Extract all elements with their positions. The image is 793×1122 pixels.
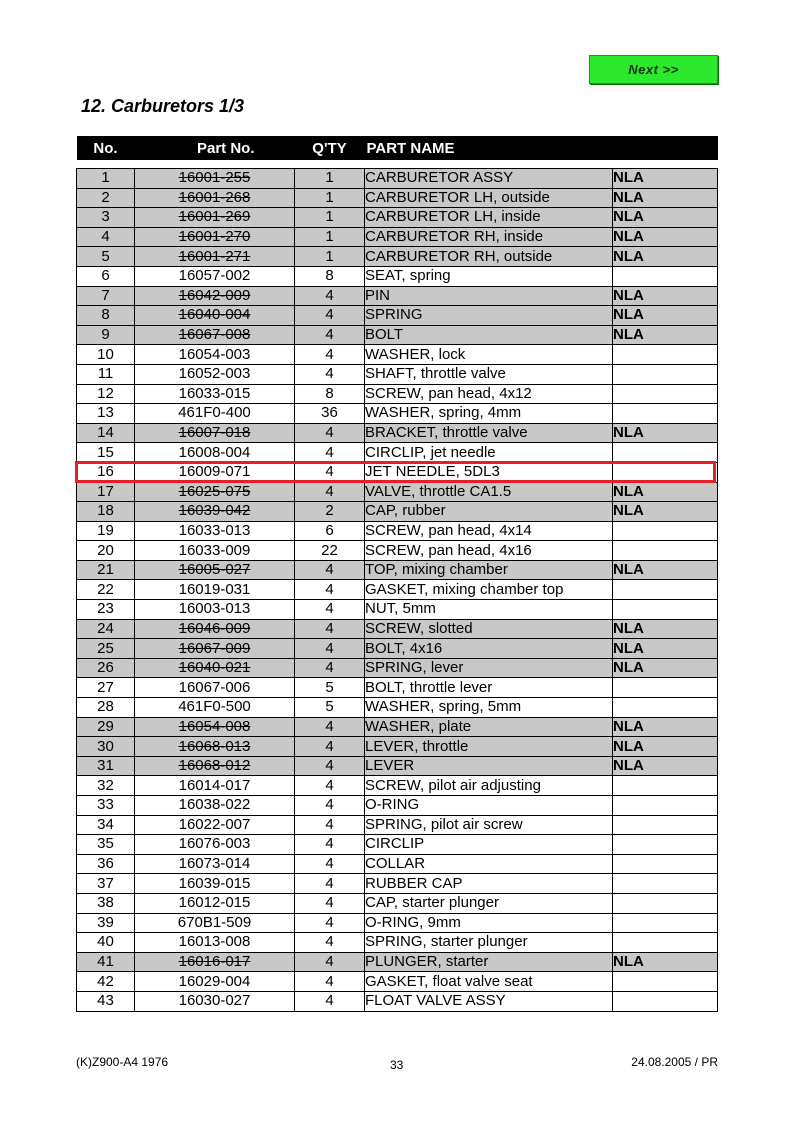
table-row	[77, 247, 718, 267]
table-row	[77, 600, 718, 620]
row-status: NLA	[613, 423, 718, 443]
table-row	[77, 521, 718, 541]
table-row	[77, 933, 718, 953]
row-status: NLA	[613, 639, 718, 659]
row-part-name: GASKET, float valve seat	[365, 972, 613, 992]
row-status	[613, 913, 718, 933]
row-part-name: CAP, rubber	[365, 502, 613, 522]
header-qty: Q'TY	[295, 136, 365, 160]
row-part-no: 16001-269	[135, 208, 295, 228]
row-qty: 4	[295, 991, 365, 1011]
row-part-no: 16008-004	[135, 443, 295, 463]
row-qty: 1	[295, 208, 365, 228]
row-part-name: SPRING	[365, 306, 613, 326]
row-no: 35	[77, 835, 135, 855]
row-status	[613, 404, 718, 424]
row-status	[613, 384, 718, 404]
row-no: 16	[77, 462, 135, 482]
row-status	[613, 678, 718, 698]
row-qty: 4	[295, 874, 365, 894]
page-title: 12. Carburetors 1/3	[81, 96, 245, 116]
row-qty: 4	[295, 560, 365, 580]
row-status: NLA	[613, 325, 718, 345]
row-qty: 4	[295, 580, 365, 600]
row-no: 15	[77, 443, 135, 463]
row-qty: 4	[295, 482, 365, 502]
table-row	[77, 796, 718, 816]
row-status: NLA	[613, 306, 718, 326]
table-row	[77, 306, 718, 326]
row-status	[613, 796, 718, 816]
row-qty: 1	[295, 227, 365, 247]
row-qty: 22	[295, 541, 365, 561]
row-part-no: 16054-003	[135, 345, 295, 365]
row-status	[613, 345, 718, 365]
row-part-no: 16067-009	[135, 639, 295, 659]
row-part-name: SCREW, pilot air adjusting	[365, 776, 613, 796]
row-no: 22	[77, 580, 135, 600]
row-qty: 4	[295, 443, 365, 463]
row-part-no: 16030-027	[135, 991, 295, 1011]
row-qty: 4	[295, 639, 365, 659]
row-no: 31	[77, 756, 135, 776]
row-no: 42	[77, 972, 135, 992]
row-part-no: 16016-017	[135, 952, 295, 972]
row-part-name: WASHER, plate	[365, 717, 613, 737]
row-part-name: WASHER, spring, 5mm	[365, 698, 613, 718]
header-part-name: PART NAME	[365, 136, 718, 160]
row-part-name: SCREW, pan head, 4x14	[365, 521, 613, 541]
row-part-no: 670B1-509	[135, 913, 295, 933]
table-row	[77, 952, 718, 972]
row-no: 41	[77, 952, 135, 972]
row-status	[613, 835, 718, 855]
row-qty: 1	[295, 188, 365, 208]
row-part-no: 16046-009	[135, 619, 295, 639]
row-part-name: CAP, starter plunger	[365, 893, 613, 913]
row-qty: 4	[295, 776, 365, 796]
row-part-no: 16019-031	[135, 580, 295, 600]
row-qty: 4	[295, 286, 365, 306]
row-no: 8	[77, 306, 135, 326]
row-part-no: 16033-013	[135, 521, 295, 541]
row-qty: 4	[295, 423, 365, 443]
row-part-no: 16012-015	[135, 893, 295, 913]
row-part-no: 16025-075	[135, 482, 295, 502]
row-status: NLA	[613, 737, 718, 757]
row-part-name: NUT, 5mm	[365, 600, 613, 620]
row-no: 23	[77, 600, 135, 620]
row-qty: 4	[295, 913, 365, 933]
row-part-name: BOLT, 4x16	[365, 639, 613, 659]
row-part-name: SCREW, pan head, 4x16	[365, 541, 613, 561]
row-status: NLA	[613, 658, 718, 678]
row-no: 39	[77, 913, 135, 933]
table-row	[77, 325, 718, 345]
row-part-name: SPRING, starter plunger	[365, 933, 613, 953]
row-part-name: BRACKET, throttle valve	[365, 423, 613, 443]
table-row	[77, 541, 718, 561]
row-status	[613, 580, 718, 600]
row-part-name: CARBURETOR RH, outside	[365, 247, 613, 267]
row-no: 26	[77, 658, 135, 678]
table-row	[77, 776, 718, 796]
row-part-no: 16040-004	[135, 306, 295, 326]
row-part-name: CARBURETOR LH, outside	[365, 188, 613, 208]
table-row	[77, 208, 718, 228]
table-row	[77, 364, 718, 384]
row-no: 37	[77, 874, 135, 894]
row-qty: 6	[295, 521, 365, 541]
row-status	[613, 874, 718, 894]
table-row	[77, 737, 718, 757]
row-no: 1	[77, 169, 135, 189]
row-part-name: JET NEEDLE, 5DL3	[365, 462, 613, 482]
row-part-name: SPRING, pilot air screw	[365, 815, 613, 835]
table-row	[77, 266, 718, 286]
row-part-no: 16038-022	[135, 796, 295, 816]
row-qty: 36	[295, 404, 365, 424]
row-no: 30	[77, 737, 135, 757]
row-status: NLA	[613, 560, 718, 580]
row-status: NLA	[613, 227, 718, 247]
row-no: 32	[77, 776, 135, 796]
row-part-name: BOLT	[365, 325, 613, 345]
row-part-name: SPRING, lever	[365, 658, 613, 678]
row-part-no: 16003-013	[135, 600, 295, 620]
table-row	[77, 678, 718, 698]
row-no: 24	[77, 619, 135, 639]
row-qty: 4	[295, 600, 365, 620]
row-qty: 5	[295, 678, 365, 698]
row-status: NLA	[613, 188, 718, 208]
row-qty: 4	[295, 306, 365, 326]
row-part-name: CARBURETOR RH, inside	[365, 227, 613, 247]
row-no: 18	[77, 502, 135, 522]
row-part-no: 16039-015	[135, 874, 295, 894]
row-qty: 4	[295, 364, 365, 384]
row-part-no: 16067-008	[135, 325, 295, 345]
row-no: 14	[77, 423, 135, 443]
row-no: 19	[77, 521, 135, 541]
row-part-name: WASHER, lock	[365, 345, 613, 365]
row-no: 38	[77, 893, 135, 913]
row-part-name: O-RING	[365, 796, 613, 816]
row-status: NLA	[613, 619, 718, 639]
table-row	[77, 169, 718, 189]
row-status	[613, 815, 718, 835]
row-part-no: 16068-013	[135, 737, 295, 757]
row-part-no: 16054-008	[135, 717, 295, 737]
row-qty: 4	[295, 815, 365, 835]
row-qty: 5	[295, 698, 365, 718]
row-status	[613, 521, 718, 541]
row-qty: 4	[295, 658, 365, 678]
row-part-name: LEVER, throttle	[365, 737, 613, 757]
row-qty: 2	[295, 502, 365, 522]
row-no: 9	[77, 325, 135, 345]
table-row	[77, 639, 718, 659]
row-no: 4	[77, 227, 135, 247]
table-row	[77, 854, 718, 874]
header-part-no: Part No.	[135, 136, 295, 160]
row-qty: 4	[295, 619, 365, 639]
row-part-name: BOLT, throttle lever	[365, 678, 613, 698]
row-status	[613, 854, 718, 874]
row-no: 28	[77, 698, 135, 718]
row-part-no: 16033-009	[135, 541, 295, 561]
row-part-name: CARBURETOR LH, inside	[365, 208, 613, 228]
next-button[interactable]: Next >>	[589, 55, 718, 84]
table-row	[77, 580, 718, 600]
row-part-no: 16052-003	[135, 364, 295, 384]
row-qty: 4	[295, 835, 365, 855]
row-qty: 4	[295, 952, 365, 972]
row-part-no: 16001-255	[135, 169, 295, 189]
row-part-no: 16001-270	[135, 227, 295, 247]
row-no: 3	[77, 208, 135, 228]
row-status	[613, 462, 718, 482]
row-status: NLA	[613, 286, 718, 306]
table-row	[77, 835, 718, 855]
row-part-no: 16009-071	[135, 462, 295, 482]
row-part-name: PLUNGER, starter	[365, 952, 613, 972]
row-qty: 1	[295, 247, 365, 267]
table-row	[77, 384, 718, 404]
row-part-no: 16076-003	[135, 835, 295, 855]
row-qty: 4	[295, 854, 365, 874]
row-part-name: SEAT, spring	[365, 266, 613, 286]
row-part-no: 16029-004	[135, 972, 295, 992]
row-part-no: 16014-017	[135, 776, 295, 796]
row-part-name: GASKET, mixing chamber top	[365, 580, 613, 600]
row-status: NLA	[613, 952, 718, 972]
table-row	[77, 619, 718, 639]
table-row	[77, 658, 718, 678]
row-no: 6	[77, 266, 135, 286]
row-part-no: 16068-012	[135, 756, 295, 776]
row-qty: 4	[295, 796, 365, 816]
table-row	[77, 227, 718, 247]
row-status	[613, 364, 718, 384]
row-part-name: LEVER	[365, 756, 613, 776]
parts-table	[76, 136, 717, 1012]
table-row	[77, 756, 718, 776]
row-part-no: 16013-008	[135, 933, 295, 953]
footer-model: (K)Z900-A4 1976	[76, 1055, 169, 1069]
footer-page-number: 33	[390, 1058, 404, 1072]
row-no: 25	[77, 639, 135, 659]
row-no: 2	[77, 188, 135, 208]
header-no: No.	[77, 136, 135, 160]
row-part-name: VALVE, throttle CA1.5	[365, 482, 613, 502]
row-part-no: 16039-042	[135, 502, 295, 522]
row-no: 13	[77, 404, 135, 424]
row-part-name: COLLAR	[365, 854, 613, 874]
table-row	[77, 188, 718, 208]
row-part-no: 16033-015	[135, 384, 295, 404]
row-qty: 4	[295, 325, 365, 345]
row-status	[613, 541, 718, 561]
row-no: 17	[77, 482, 135, 502]
row-status	[613, 991, 718, 1011]
row-part-no: 461F0-500	[135, 698, 295, 718]
table-row	[77, 423, 718, 443]
table-header	[77, 136, 718, 160]
row-part-name: SHAFT, throttle valve	[365, 364, 613, 384]
row-status	[613, 933, 718, 953]
table-row	[77, 717, 718, 737]
row-part-no: 16007-018	[135, 423, 295, 443]
row-qty: 4	[295, 462, 365, 482]
table-row	[77, 815, 718, 835]
row-qty: 4	[295, 972, 365, 992]
table-row	[77, 286, 718, 306]
row-no: 34	[77, 815, 135, 835]
row-qty: 8	[295, 384, 365, 404]
row-qty: 4	[295, 933, 365, 953]
table-row	[77, 560, 718, 580]
row-part-no: 16001-271	[135, 247, 295, 267]
row-no: 40	[77, 933, 135, 953]
row-no: 7	[77, 286, 135, 306]
row-status: NLA	[613, 169, 718, 189]
row-part-no: 16073-014	[135, 854, 295, 874]
row-no: 36	[77, 854, 135, 874]
row-part-no: 16057-002	[135, 266, 295, 286]
row-no: 10	[77, 345, 135, 365]
row-part-no: 16067-006	[135, 678, 295, 698]
row-part-no: 461F0-400	[135, 404, 295, 424]
table-row	[77, 502, 718, 522]
row-no: 12	[77, 384, 135, 404]
row-status: NLA	[613, 502, 718, 522]
row-part-name: RUBBER CAP	[365, 874, 613, 894]
row-part-name: FLOAT VALVE ASSY	[365, 991, 613, 1011]
row-part-name: CIRCLIP	[365, 835, 613, 855]
table-row	[77, 893, 718, 913]
row-qty: 1	[295, 169, 365, 189]
row-part-no: 16022-007	[135, 815, 295, 835]
row-part-no: 16042-009	[135, 286, 295, 306]
row-status	[613, 266, 718, 286]
row-no: 5	[77, 247, 135, 267]
table-row	[77, 874, 718, 894]
footer-date: 24.08.2005 / PR	[631, 1055, 718, 1069]
row-no: 20	[77, 541, 135, 561]
row-status	[613, 698, 718, 718]
row-status: NLA	[613, 717, 718, 737]
row-no: 21	[77, 560, 135, 580]
row-no: 29	[77, 717, 135, 737]
row-status	[613, 443, 718, 463]
row-status: NLA	[613, 482, 718, 502]
row-status	[613, 776, 718, 796]
row-no: 33	[77, 796, 135, 816]
table-row	[77, 443, 718, 463]
table-row	[77, 404, 718, 424]
row-part-no: 16001-268	[135, 188, 295, 208]
row-part-name: SCREW, pan head, 4x12	[365, 384, 613, 404]
row-part-name: SCREW, slotted	[365, 619, 613, 639]
row-no: 11	[77, 364, 135, 384]
table-row	[77, 482, 718, 502]
row-status: NLA	[613, 247, 718, 267]
row-part-name: PIN	[365, 286, 613, 306]
row-part-no: 16005-027	[135, 560, 295, 580]
table-row	[77, 913, 718, 933]
row-status: NLA	[613, 756, 718, 776]
row-qty: 4	[295, 893, 365, 913]
row-status: NLA	[613, 208, 718, 228]
table-row	[77, 991, 718, 1011]
row-status	[613, 972, 718, 992]
row-part-name: WASHER, spring, 4mm	[365, 404, 613, 424]
row-part-name: O-RING, 9mm	[365, 913, 613, 933]
row-part-name: TOP, mixing chamber	[365, 560, 613, 580]
table-row	[77, 345, 718, 365]
row-part-no: 16040-021	[135, 658, 295, 678]
row-qty: 8	[295, 266, 365, 286]
table-row	[77, 462, 718, 482]
row-part-name: CIRCLIP, jet needle	[365, 443, 613, 463]
row-no: 27	[77, 678, 135, 698]
row-qty: 4	[295, 345, 365, 365]
row-status	[613, 600, 718, 620]
row-no: 43	[77, 991, 135, 1011]
table-row	[77, 972, 718, 992]
row-qty: 4	[295, 756, 365, 776]
row-part-name: CARBURETOR ASSY	[365, 169, 613, 189]
table-row	[77, 698, 718, 718]
row-qty: 4	[295, 717, 365, 737]
row-status	[613, 893, 718, 913]
row-qty: 4	[295, 737, 365, 757]
